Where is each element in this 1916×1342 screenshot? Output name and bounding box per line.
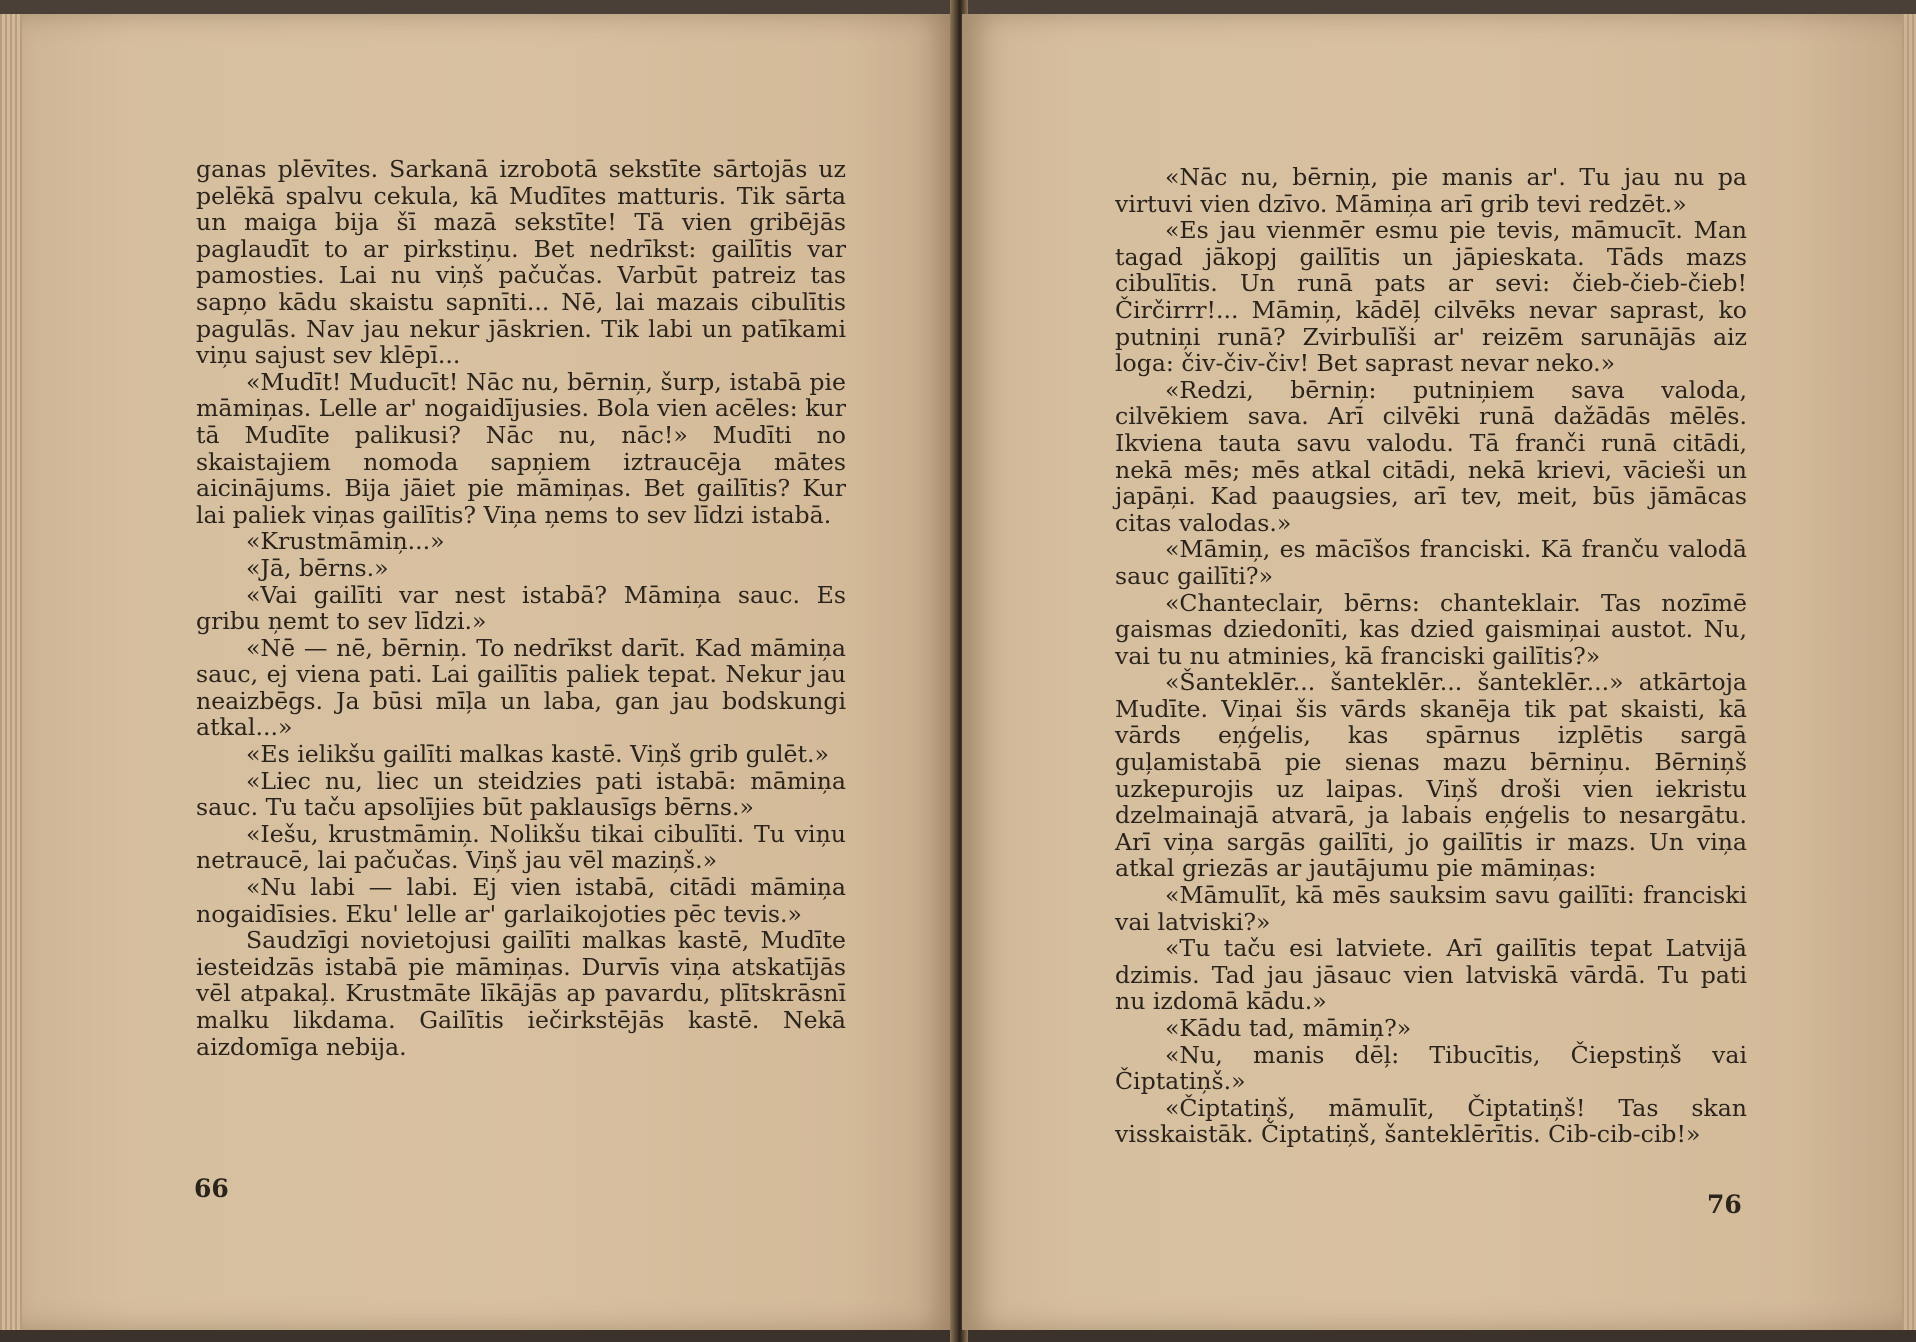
paragraph: «Nu, manis dēļ: Tibucītis, Čiepstiņš vai Čiptatiņš.» [1115,1040,1747,1096]
paragraph: «Iešu, krustmāmiņ. Nolikšu tikai cibulīti. Tu viņu netraucē, lai pačučas. Viņš jau vēl maziņš.» [196,819,846,875]
page-edges-right [1902,14,1916,1330]
paragraph: «Nē — nē, bērniņ. To nedrīkst darīt. Kad māmiņa sauc, ej viena pati. Lai gailītis paliek tepat. Nekur jau neaizbēgs. Ja būsi mīļa un laba, gan jau bodskungi atkal...» [196,633,846,742]
paragraph: «Vai gailīti var nest istabā? Māmiņa sauc. Es gribu ņemt to sev līdzi.» [196,580,846,636]
right-page-text [1115,164,1747,1148]
paragraph: «Šanteklēr... šanteklēr... šanteklēr...» atkārtoja Mudīte. Viņai šis vārds skanēja tik pat skaisti, kā vārds eņģelis, kas spārnus izplētis sargā guļamistabā pie sienas mazu bērniņu. Bērniņš uzkepurojis uz laipas. Viņš droši vien iekristu dzelmainajā atvarā, ja labais eņģelis to nesargātu. Arī viņa sargās gailīti, jo gailītis ir mazs. Un viņa atkal griezās ar jautājumu pie māmiņas: [1115,668,1747,883]
left-page-text [196,156,846,1060]
page-number-left: 66 [194,1174,229,1203]
paragraph: Saudzīgi novietojusi gailīti malkas kastē, Mudīte iesteidzās istabā pie māmiņas. Durvīs viņa atskatījās vēl atpakaļ. Krustmāte līkājās ap pavardu, plītskrāsnī malku likdama. Gailītis iečirkstējās kastē. Nekā aizdomīga nebija. [196,926,846,1061]
paragraph: «Tu taču esi latviete. Arī gailītis tepat Latvijā dzimis. Tad jau jāsauc vien latviskā vārdā. Tu pati nu izdomā kādu.» [1115,934,1747,1016]
paragraph: «Es ielikšu gailīti malkas kastē. Viņš grib gulēt.» [246,740,829,769]
page-number-right: 76 [1707,1190,1742,1219]
page-edges-left [0,14,22,1330]
paragraph: «Krustmāmiņ...» [246,527,445,556]
left-page [22,14,956,1330]
paragraph: «Nāc nu, bērniņ, pie manis ar'. Tu jau nu pa virtuvi vien dzīvo. Māmiņa arī grib tevi redzēt.» [1115,163,1747,218]
paragraph: «Māmulīt, kā mēs sauksim savu gailīti: franciski vai latviski?» [1115,881,1747,936]
paragraph: «Chanteclair, bērns: chanteklair. Tas nozīmē gaismas dziedonīti, kas dzied gaismiņai austot. Nu, vai tu nu atminies, kā franciski gailītis?» [1115,588,1747,670]
paragraph: «Kādu tad, māmiņ?» [1165,1014,1412,1042]
right-page [962,14,1902,1330]
paragraph: «Jā, bērns.» [246,553,389,582]
paragraph: «Liec nu, liec un steidzies pati istabā: māmiņa sauc. Tu taču apsolījies būt paklausīgs bērns.» [196,766,846,822]
paragraph: «Es jau vienmēr esmu pie tevis, māmucīt. Man tagad jākopj gailītis un jāpieskata. Tāds mazs cibulītis. Un runā pats ar sevi: čieb-čieb-čieb! Čirčirrr!... Māmiņ, kādēļ cilvēks nevar saprast, ko putniņi runā? Zvirbulīši ar' reizēm sarunājās aiz loga: čiv-čiv-čiv! Bet saprast nevar neko.» [1115,216,1747,378]
paragraph: ganas plēvītes. Sarkanā izrobotā sekstīte sārtojās uz pelēkā spalvu cekula, kā Mudītes matturis. Tik sārta un maiga bija šī mazā sekstīte! Tā vien gribējās paglaudīt to ar pirkstiņu. Bet nedrīkst: gailītis var pamosties. Lai nu viņš pačučas. Varbūt patreiz tas sapņo kādu skaistu sapnīti... Nē, lai mazais cibulītis pagulās. Nav jau nekur jāskrien. Tik labi un patīkami viņu sajust sev klēpī... [196,155,846,370]
paragraph: «Nu labi — labi. Ej vien istabā, citādi māmiņa nogaidīsies. Eku' lelle ar' garlaikojoties pēc tevis.» [196,873,846,928]
paragraph: «Māmiņ, es mācīšos franciski. Kā franču valodā sauc gailīti?» [1115,535,1747,590]
paragraph: «Redzi, bērniņ: putniņiem sava valoda, cilvēkiem sava. Arī cilvēki runā dažādās mēlēs. Ikviena tauta savu valodu. Tā franči runā citādi, nekā mēs; mēs atkal citādi, nekā krievi, vācieši un japāņi. Kad paaugsies, arī tev, meit, būs jāmācas citas valodas.» [1115,375,1747,537]
paragraph: «Mudīt! Muducīt! Nāc nu, bērniņ, šurp, istabā pie māmiņas. Lelle ar' nogaidījusies. Bola vien acēles: kur tā Mudīte palikusi? Nāc nu, nāc!» Mudīti no skaistajiem nomoda sapņiem iztraucēja mātes aicinājums. Bija jāiet pie māmiņas. Bet gailītis? Kur lai paliek viņas gailītis? Viņa ņems to sev līdzi istabā. [196,367,846,529]
paragraph: «Čiptatiņš, māmulīt, Čiptatiņš! Tas skan visskaistāk. Čiptatiņš, šanteklērītis. Cib-cib-cib!» [1115,1093,1747,1149]
